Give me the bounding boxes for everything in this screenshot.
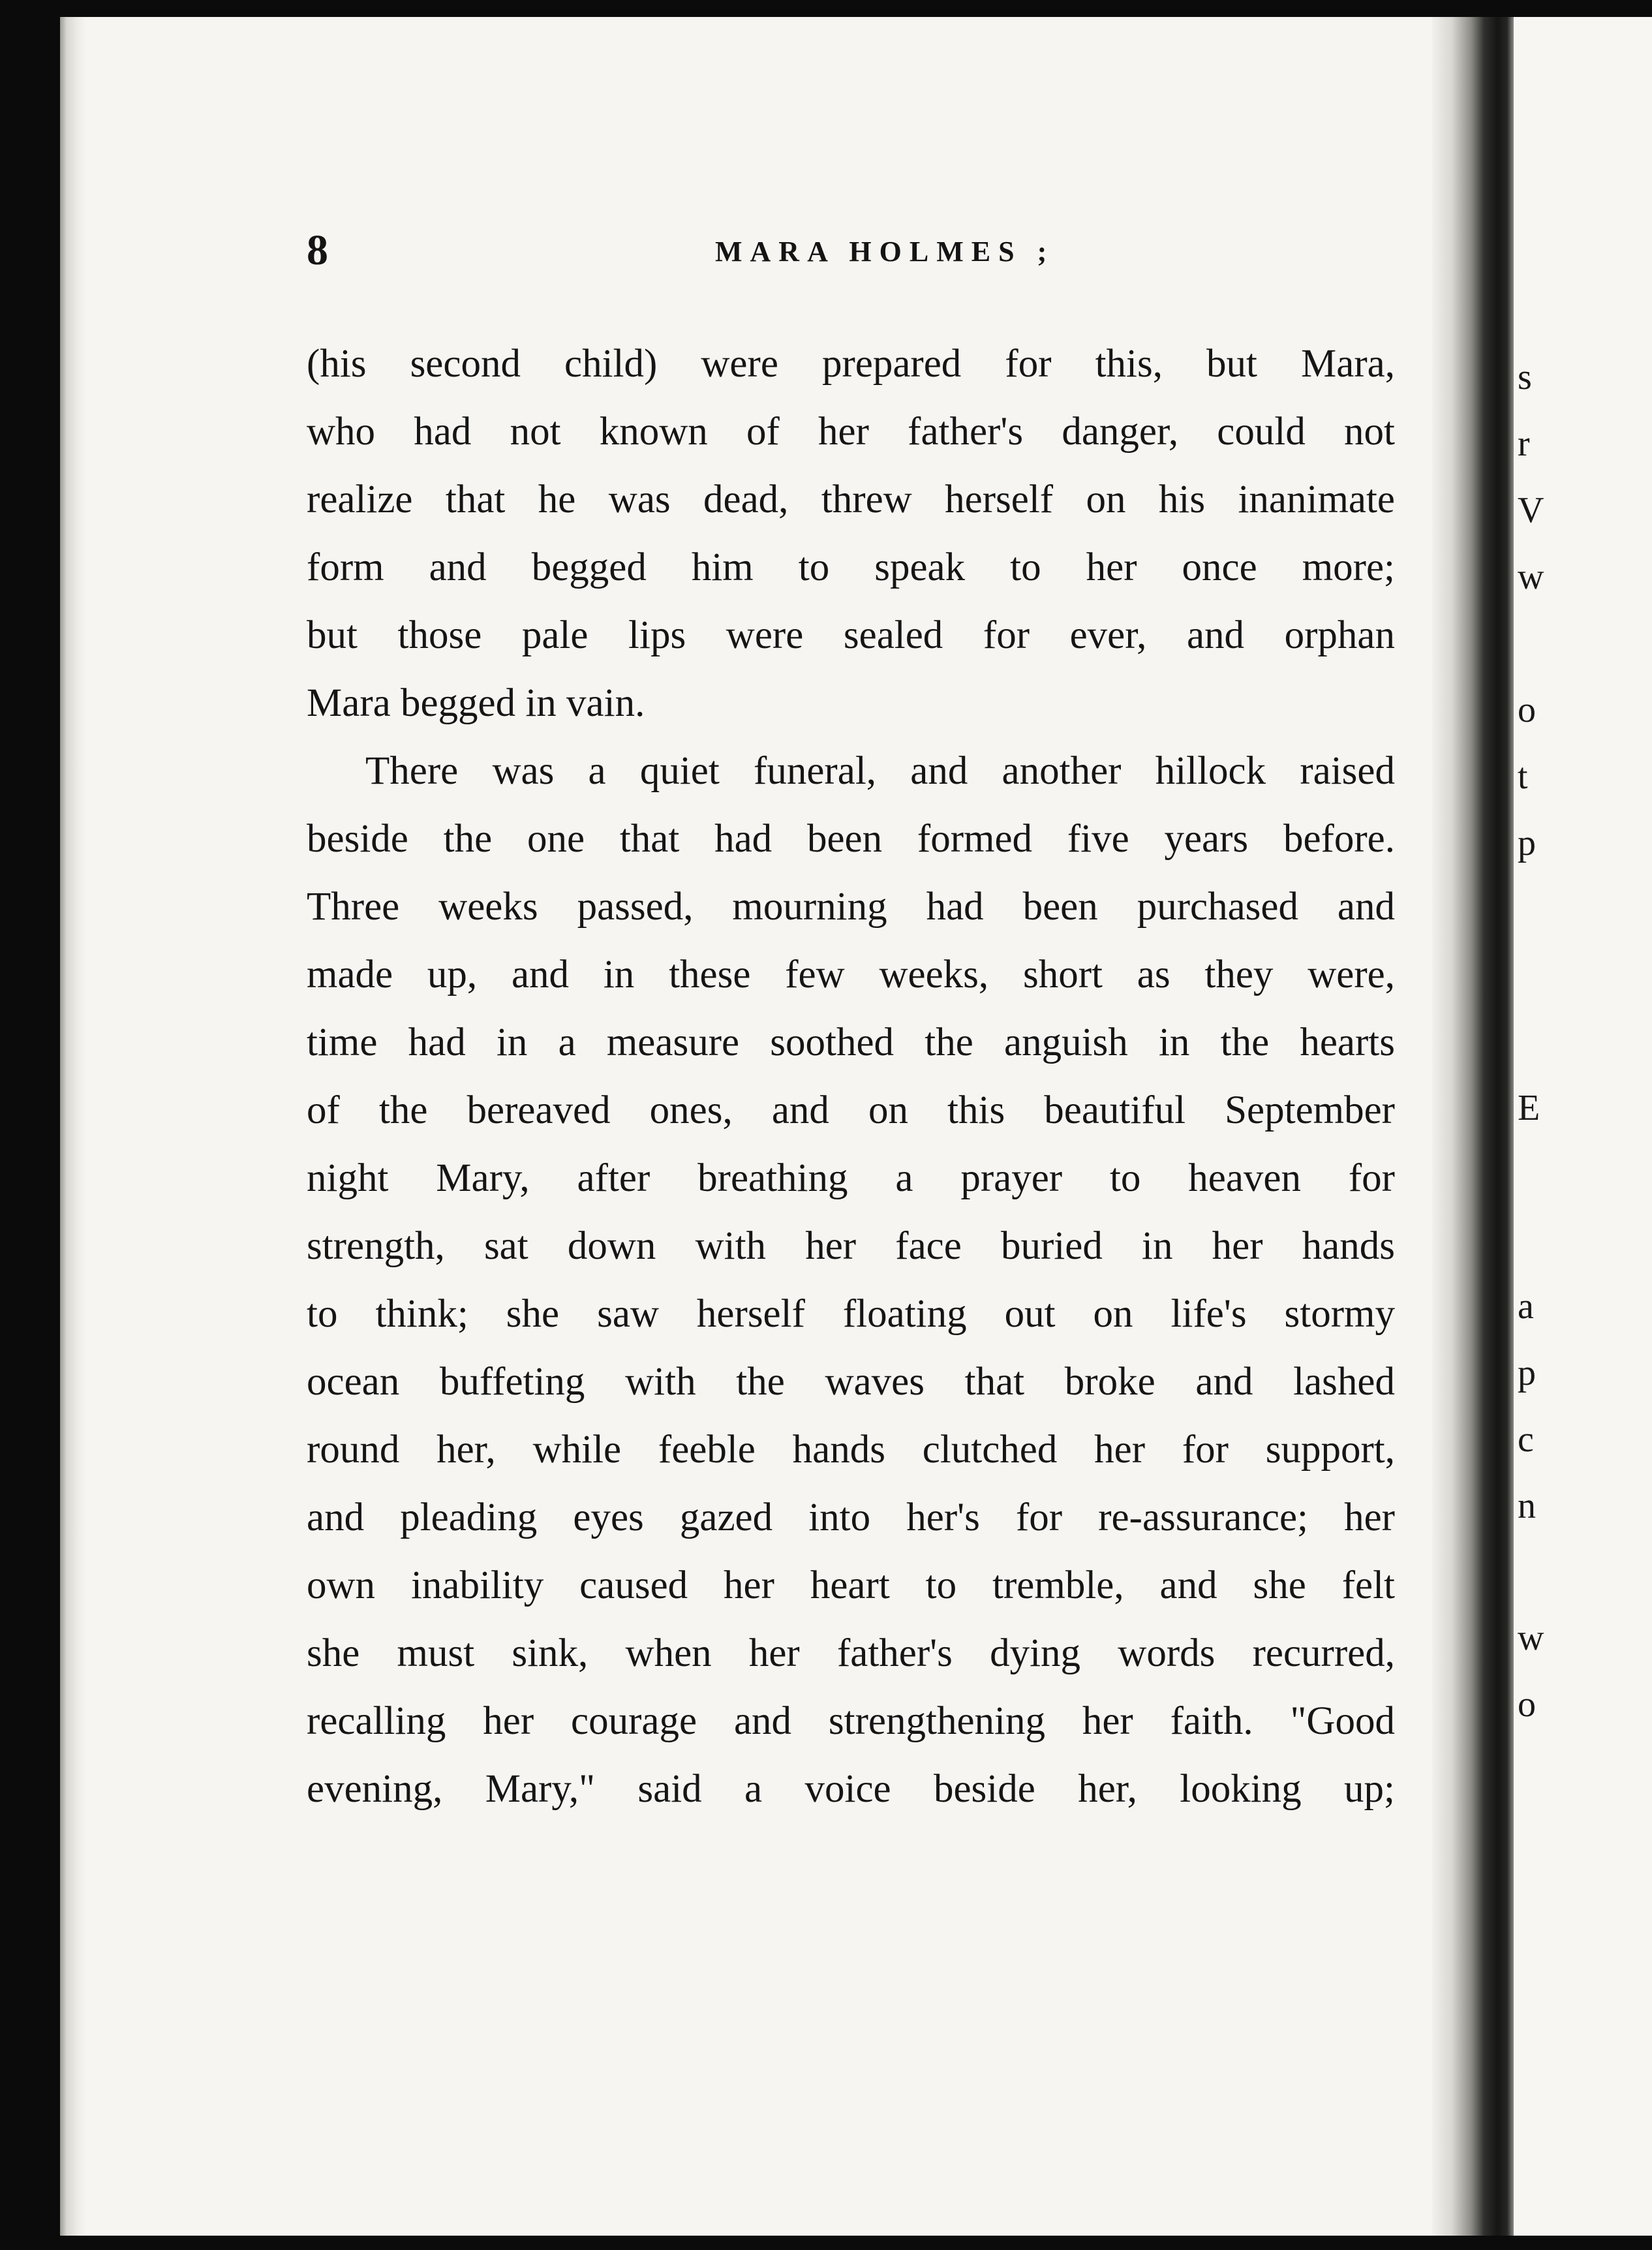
text-line: round her, while feeble hands clutched her for support, [307,1428,1395,1472]
facing-page-fragment: c [1518,1419,1534,1460]
facing-page-fragment: o [1518,1684,1536,1725]
text-line: strength, sat down with her face buried in her hands [307,1224,1395,1268]
facing-page-fragment: E [1518,1088,1540,1128]
text-line: Mara begged in vain. [307,681,645,725]
text-line: to think; she saw herself floating out on life's stormy [307,1292,1395,1336]
text-line: own inability caused her heart to tremble, and she felt [307,1564,1395,1607]
page-number: 8 [307,226,328,274]
facing-page-fragment: V [1518,490,1544,531]
text-line: time had in a measure soothed the anguish in the hearts [307,1021,1395,1064]
book-gutter [1432,17,1517,2236]
running-title: MARA HOLMES ; [715,236,1055,268]
facing-page-fragment: w [1518,557,1544,597]
text-line: Three weeks passed, mourning had been purchased and [307,885,1395,929]
facing-page-fragment: a [1518,1286,1534,1327]
body-text [307,330,1395,1823]
facing-page-fragment: s [1518,357,1532,397]
text-line: (his second child) were prepared for this, but Mara, [307,342,1395,386]
left-page [60,17,1481,2236]
facing-page-fragment: p [1518,1353,1536,1393]
facing-page-fragment: r [1518,424,1530,464]
facing-page-fragment: t [1518,756,1528,797]
text-line: ocean buffeting with the waves that broke and lashed [307,1360,1395,1404]
text-line: and pleading eyes gazed into her's for re-assurance; her [307,1496,1395,1539]
facing-page-fragment: p [1518,823,1536,863]
text-line: who had not known of her father's danger, could not [307,410,1395,454]
text-line: she must sink, when her father's dying words recurred, [307,1631,1395,1675]
right-page-edge [1514,17,1652,2236]
text-line: made up, and in these few weeks, short as they were, [307,953,1395,996]
page-edge-shadow [60,17,86,2236]
text-line: form and begged him to speak to her once more; [307,546,1395,589]
text-line: night Mary, after breathing a prayer to heaven for [307,1156,1395,1200]
text-line: realize that he was dead, threw herself on his inanimate [307,478,1395,521]
facing-page-fragment: o [1518,690,1536,730]
text-line: There was a quiet funeral, and another hillock raised [365,749,1395,793]
facing-page-fragment: n [1518,1486,1536,1526]
text-line: of the bereaved ones, and on this beautiful September [307,1088,1395,1132]
text-line: but those pale lips were sealed for ever, and orphan [307,613,1395,657]
text-line: recalling her courage and strengthening her faith. "Good [307,1699,1395,1743]
facing-page-fragment: w [1518,1618,1544,1658]
text-line: beside the one that had been formed five years before. [307,817,1395,861]
running-head [60,226,1481,298]
text-line: evening, Mary," said a voice beside her, looking up; [307,1767,1395,1811]
